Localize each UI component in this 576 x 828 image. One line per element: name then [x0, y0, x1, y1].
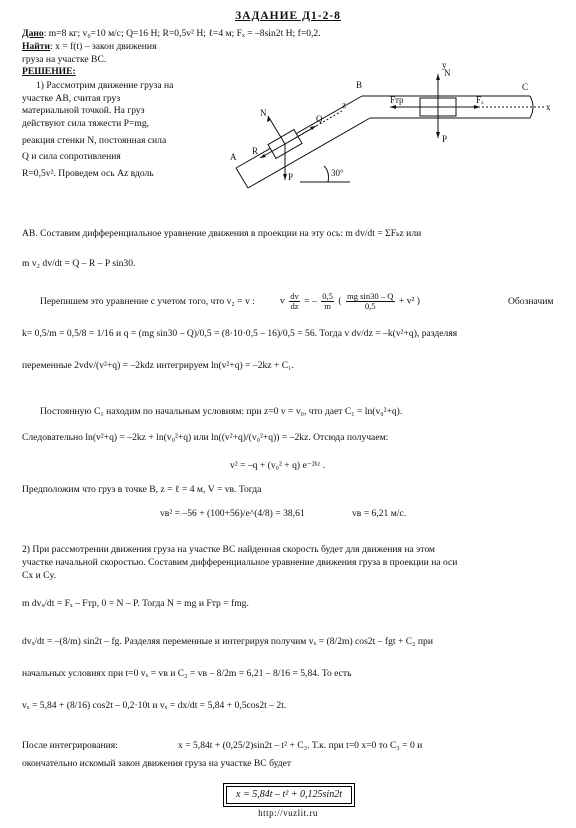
label-p2: P: [442, 134, 448, 144]
p1-line: действуют сила тяжести P=mg,: [22, 117, 150, 129]
arrowhead-ftr: [390, 105, 396, 109]
label-q: Q: [316, 114, 323, 124]
label-z: z: [342, 100, 346, 110]
equation-3b: vв = 6,21 м/с.: [352, 508, 407, 519]
p1-line: R=0,5v². Проведем ось Az вдоль: [22, 167, 154, 179]
p7-line-c: окончательно искомый закон движения груза на участке ВС будет: [22, 758, 292, 769]
label-p: P: [288, 172, 294, 182]
arrowhead-n2: [436, 74, 440, 80]
p5-line: 2) При рассмотрении движения груза на участке ВС найденная скорость будет для движения на этом: [22, 544, 436, 555]
p1-line: реакция стенки N, постоянная сила: [22, 134, 167, 146]
label-a: A: [230, 152, 237, 162]
equation-4: m dvₓ/dt = Fₓ – Fтр, 0 = N – P. Тогда N = mg и Fтр = fmg.: [22, 598, 249, 609]
footer-url: http://vuzlit.ru: [258, 808, 318, 818]
label-n2: N: [444, 68, 451, 78]
given-label: Дано: [22, 28, 44, 39]
p1-line: 1) Рассмотрим движение груза на: [36, 80, 174, 91]
p1-line: Q и сила сопротивления: [22, 151, 121, 163]
label-y: y: [442, 60, 447, 70]
find-label: Найти: [22, 41, 51, 52]
p2-line-a: Перепишем это уравнение с учетом того, что v₂ = v :: [40, 296, 255, 307]
label-ftr: Fтр: [390, 95, 404, 105]
find-text: : x = f(t) – закон движения: [50, 41, 157, 52]
p1-line: материальной точкой. На груз: [22, 105, 145, 117]
p5-line: Cx и Cy.: [22, 570, 57, 581]
p3-line-a: Постоянную C₁ находим по начальным условиям: при z=0 v = v₀, что дает C₁ = ln(v₀²+q).: [40, 406, 403, 417]
arrowhead-p: [283, 174, 287, 180]
p6-line-b: начальных условиях при t=0 vₓ = vв и C₂ = vв – 8/2m = 6,21 – 8/16 = 5,84. То есть: [22, 668, 352, 679]
equation-1: m v₂ dv/dt = Q – R – P sin30.: [22, 258, 136, 269]
equation-2: v² = –q + (v₀² + q) e⁻²ᵏᶻ .: [230, 460, 326, 471]
p1-continuation: АВ. Составим дифференциальное уравнение движения в проекции на эту ось: m dv/dt = ΣFₖz или: [22, 228, 422, 239]
p5-line: участке начальной скоростью. Составим дифференциальное уравнение движения груза в проекции на оси: [22, 557, 458, 568]
given-text: : m=8 кг; v₀=10 м/с; Q=16 Н; R=0,5v² Н; ℓ=4 м; Fₓ = –8sin2t Н; f=0,2.: [43, 28, 321, 39]
page-title: ЗАДАНИЕ Д1-2-8: [235, 10, 341, 22]
label-c: C: [522, 82, 529, 92]
equation-3a: vв² = –56 + (100+56)/e^(4/8) = 38,61: [160, 508, 305, 519]
angle-arc: [324, 166, 329, 182]
label-n: N: [260, 108, 267, 118]
p6-line-a: dvₓ/dt = –(8/m) sin2t – fg. Разделяя переменные и интегрируя получим vₓ = (8/2m) cos2t – fgt + C₂ при: [22, 636, 433, 647]
label-r: R: [252, 146, 259, 156]
mechanics-figure: [230, 56, 556, 196]
answer-box: x = 5,84t – t² + 0,125sin2t: [226, 786, 352, 804]
solution-label: РЕШЕНИЕ:: [22, 66, 76, 77]
find-line-2: груза на участке ВС.: [22, 54, 107, 65]
equation-v-dvdz: v $\frac{dv}{dz}$ = – $\frac{0,5}{m}$ ( $\frac{\text{mg sin30 – Q}}{0,5}$ + v² ): [280, 291, 420, 312]
given-line: [22, 28, 321, 41]
incline-lower-edge: [248, 118, 370, 188]
p2-line-d: переменные 2vdv/(v²+q) = –2kdz интегрируем ln(v²+q) = –2kz + C₁.: [22, 360, 294, 371]
p3-line-b: Следовательно ln(v²+q) = –2kz + ln(v₀²+q) или ln((v²+q)/(v₀²+q)) = –2kz. Отсюда получаем:: [22, 432, 389, 443]
label-x: x: [546, 102, 551, 112]
arrowhead-fx: [474, 105, 480, 109]
arrowhead-p2: [436, 132, 440, 138]
p7-line-b: x = 5,84t + (0,25/2)sin2t – t² + C₃. Т.к. при t=0 x=0 то C₃ = 0 и: [178, 740, 423, 751]
find-line: [22, 41, 156, 54]
p7-line-a: После интегрирования:: [22, 740, 118, 751]
p4-line: Предположим что груз в точке В, z = ℓ = 4 м, V = vв. Тогда: [22, 484, 262, 495]
label-b: B: [356, 80, 363, 90]
paragraph-1-column: [22, 80, 222, 181]
label-fx: Fₓ: [476, 95, 484, 105]
incline-end-a: [236, 168, 248, 188]
p2-line-b: Обозначим: [508, 296, 554, 307]
p2-line-c: k= 0,5/m = 0,5/8 = 1/16 и q = (mg sin30 – Q)/0,5 = (8·10·0,5 – 16)/0,5 = 56. Тогда v dv/dz = –k(v²+q), разделяя: [22, 328, 458, 339]
label-angle: 30°: [331, 168, 344, 178]
p6-line-c: vₓ = 5,84 + (8/16) cos2t – 0,2·10t и vₓ = dx/dt = 5,84 + 0,5cos2t – 2t.: [22, 700, 287, 711]
p1-line: участке АВ, считая груз: [22, 92, 121, 104]
